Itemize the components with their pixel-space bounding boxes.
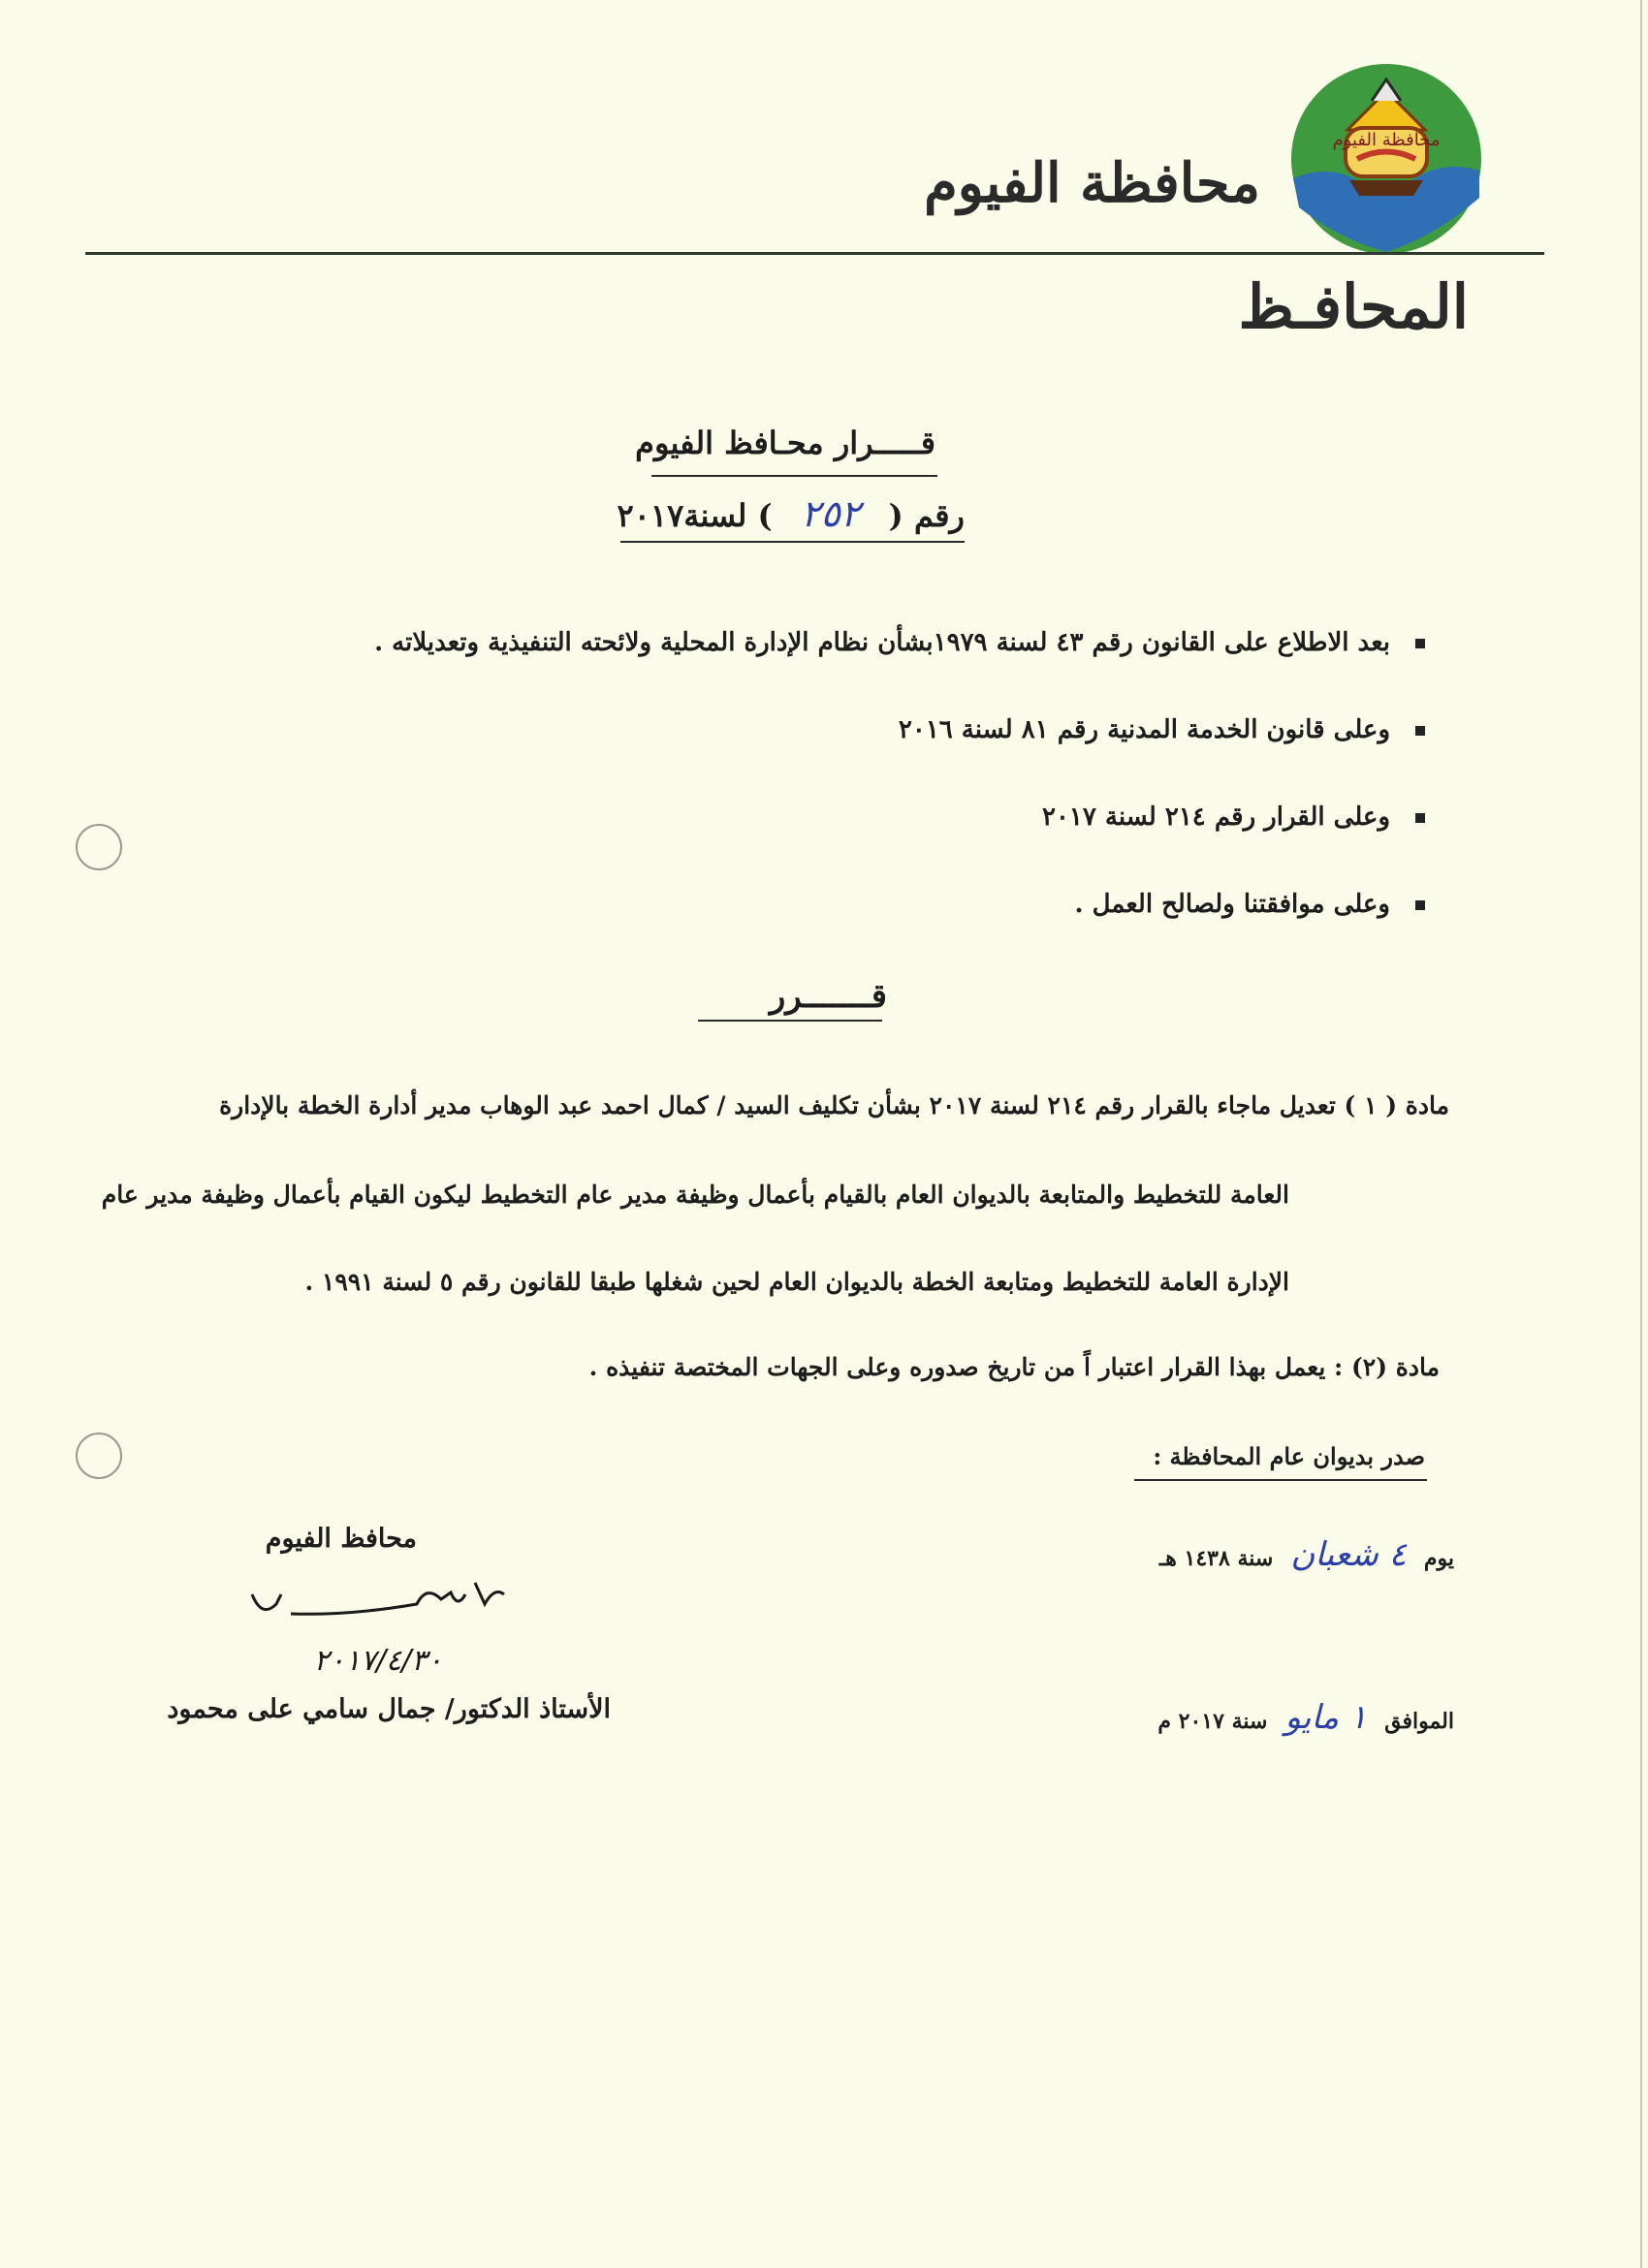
decides-underline <box>698 1020 882 1022</box>
punch-hole <box>76 824 122 870</box>
decision-number-suffix: ) لسنة٢٠١٧ <box>617 497 773 534</box>
preamble-text: بعد الاطلاع على القانون رقم ٤٣ لسنة ١٩٧٩بشأن نظام الإدارة المحلية ولائحته التنفيذية وتعديلاته . <box>374 628 1390 657</box>
article-1-line-1: مادة ( ١ ) تعديل ماجاء بالقرار رقم ٢١٤ لسنة ٢٠١٧ بشأن تكليف السيد / كمال احمد عبد الوهاب مدير أدارة الخطة بالإدارة <box>219 1091 1449 1119</box>
governorate-logo-icon <box>1289 62 1483 256</box>
hijri-date <box>1159 1535 1454 1574</box>
decision-number <box>618 492 965 535</box>
gregorian-suffix: سنة ٢٠١٧ م <box>1157 1709 1268 1734</box>
decision-number-underline <box>620 541 965 543</box>
office-title: المحافـظ <box>1238 271 1469 342</box>
svg-text:٢٠١٧/٤/٣٠: ٢٠١٧/٤/٣٠ <box>313 1644 443 1678</box>
signature-title: محافظ الفيوم <box>265 1524 417 1554</box>
page-edge <box>1640 0 1642 2268</box>
bullet-icon <box>1415 813 1425 823</box>
article-1-line-3: الإدارة العامة للتخطيط ومتابعة الخطة بالديوان العام لحين شغلها طبقا للقانون رقم ٥ لسنة ١٩٩١ . <box>304 1268 1289 1296</box>
gregorian-date <box>1157 1698 1454 1737</box>
gregorian-prefix: الموافق <box>1384 1709 1454 1734</box>
article-2: مادة (٢) : يعمل بهذا القرار اعتبار اً من تاريخ صدوره وعلى الجهات المختصة تنفيذه . <box>588 1353 1440 1381</box>
signatory-name: الأستاذ الدكتور/ جمال سامي على محمود <box>167 1694 611 1724</box>
hijri-handwritten: ٤ شعبان <box>1290 1535 1407 1574</box>
header-rule <box>85 252 1544 255</box>
decides-heading: قـــــــرر <box>769 977 887 1016</box>
gregorian-handwritten: ١ مايو <box>1284 1698 1368 1737</box>
bullet-icon <box>1415 726 1425 736</box>
decision-number-handwritten: ٢٥٢ <box>801 492 861 535</box>
issued-at: صدر بديوان عام المحافظة : <box>1153 1442 1425 1470</box>
preamble-item <box>899 715 1425 744</box>
decision-title-underline <box>651 475 937 477</box>
governorate-name: محافظة الفيوم <box>924 151 1260 215</box>
preamble-item <box>1075 890 1425 919</box>
punch-hole <box>76 1433 122 1479</box>
svg-text:محافظة الفيوم: محافظة الفيوم <box>1332 130 1441 150</box>
bullet-icon <box>1415 639 1425 648</box>
hijri-suffix: سنة ١٤٣٨ هـ <box>1158 1546 1274 1571</box>
decision-number-prefix: رقم ( <box>888 497 965 534</box>
preamble-text: وعلى القرار رقم ٢١٤ لسنة ٢٠١٧ <box>1042 803 1390 832</box>
decision-title: قـــــرار محـافظ الفيوم <box>635 425 935 461</box>
issued-underline <box>1134 1479 1427 1481</box>
preamble-item <box>374 628 1425 657</box>
hijri-prefix: يوم <box>1423 1546 1454 1571</box>
preamble-text: وعلى موافقتنا ولصالح العمل . <box>1074 890 1390 919</box>
bullet-icon <box>1415 900 1425 910</box>
signature-icon <box>233 1565 523 1686</box>
preamble-text: وعلى قانون الخدمة المدنية رقم ٨١ لسنة ٢٠١٦ <box>898 715 1390 744</box>
preamble-item <box>1042 803 1425 832</box>
article-1-line-2: العامة للتخطيط والمتابعة بالديوان العام بالقيام بأعمال وظيفة مدير عام التخطيط ليكون القيام بأعمال وظيفة مدير عام <box>101 1181 1289 1209</box>
